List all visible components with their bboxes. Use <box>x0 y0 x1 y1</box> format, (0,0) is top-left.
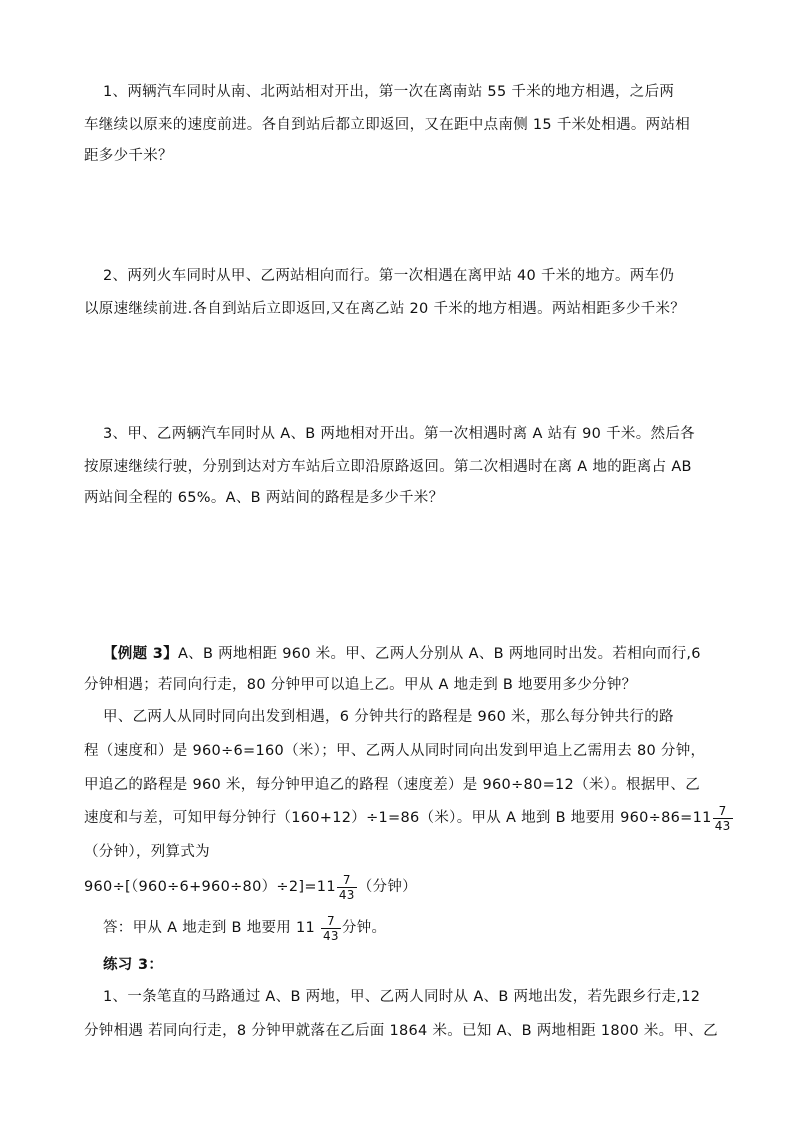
solution-line-5: （分钟），列算式为 <box>84 844 210 860</box>
fraction-numerator: 7 <box>718 803 727 818</box>
fraction <box>713 804 733 833</box>
formula-fraction <box>337 873 357 902</box>
problem-3-line-2: 按原速继续行驶，分别到达对方车站后立即沿原路返回。第二次相遇时在离 A 地的距离占 AB <box>84 459 692 475</box>
answer-text: 答：甲从 A 地走到 B 地要用 11 <box>103 920 320 936</box>
practice-title: 练习 3： <box>103 957 164 973</box>
solution-line-1: 甲、乙两人从同时同向出发到相遇，6 分钟共行的路程是 960 米，那么每分钟共行的路 <box>103 709 674 725</box>
problem-1-line-1: 1、两辆汽车同时从南、北两站相对开出，第一次在离南站 55 千米的地方相遇，之后两 <box>103 84 675 100</box>
solution-line-4 <box>84 796 734 840</box>
answer-fraction <box>321 914 341 943</box>
solution-line-2: 程（速度和）是 960÷6=160（米）；甲、乙两人从同时同向出发到甲追上乙需用去 80 分钟， <box>84 743 706 759</box>
problem-3-line-1: 3、甲、乙两辆汽车同时从 A、B 两地相对开出。第一次相遇时离 A 站有 90 千米。然后各 <box>103 426 695 442</box>
example-line-1 <box>103 644 701 664</box>
solution-line-4-text: 速度和与差，可知甲每分钟行（160+12）÷1=86（米）。甲从 A 地到 B 地要用 960÷86=11 <box>84 810 712 826</box>
problem-1-line-3: 距多少千米？ <box>84 148 173 164</box>
problem-2-line-2: 以原速继续前进.各自到站后立即返回,又在离乙站 20 千米的地方相遇。两站相距多少千米？ <box>84 301 686 317</box>
example-question-start: A、B 两地相距 960 米。甲、乙两人分别从 A、B 两地同时出发。若相向而行,6 <box>177 646 701 662</box>
formula-text: 960÷[（960÷6+960÷80）÷2]=11 <box>84 879 336 895</box>
answer-fraction-numerator: 7 <box>326 913 335 928</box>
formula-unit: （分钟） <box>357 879 417 895</box>
problem-2-line-1: 2、两列火车同时从甲、乙两站相向而行。第一次相遇在离甲站 40 千米的地方。两车仍 <box>103 268 675 284</box>
answer-unit: 分钟。 <box>341 920 387 936</box>
example-line-2: 分钟相遇；若同向行走，80 分钟甲可以追上乙。甲从 A 地走到 B 地要用多少分钟？ <box>84 677 637 693</box>
answer-line <box>103 906 386 950</box>
formula-fraction-numerator: 7 <box>342 872 351 887</box>
practice-line-2: 分钟相遇 若同向行走，8 分钟甲就落在乙后面 1864 米。已知 A、B 两地相距 1800 米。甲、乙 <box>84 1023 718 1039</box>
example-label: 【例题 3】 <box>103 646 178 662</box>
problem-1-line-2: 车继续以原来的速度前进。各自到站后都立即返回，又在距中点南侧 15 千米处相遇。两站相 <box>84 117 691 133</box>
formula-line <box>84 865 417 909</box>
practice-line-1: 1、一条笔直的马路通过 A、B 两地，甲、乙两人同时从 A、B 两地出发，若先跟乡行走,12 <box>103 989 701 1005</box>
problem-3-line-3: 两站间全程的 65%。A、B 两站间的路程是多少千米？ <box>84 490 444 506</box>
fraction-denominator: 43 <box>714 818 731 833</box>
formula-fraction-denominator: 43 <box>338 887 355 902</box>
answer-fraction-denominator: 43 <box>322 928 339 943</box>
solution-line-3: 甲追乙的路程是 960 米，每分钟甲追乙的路程（速度差）是 960÷80=12（米）。根据甲、乙 <box>84 777 701 793</box>
